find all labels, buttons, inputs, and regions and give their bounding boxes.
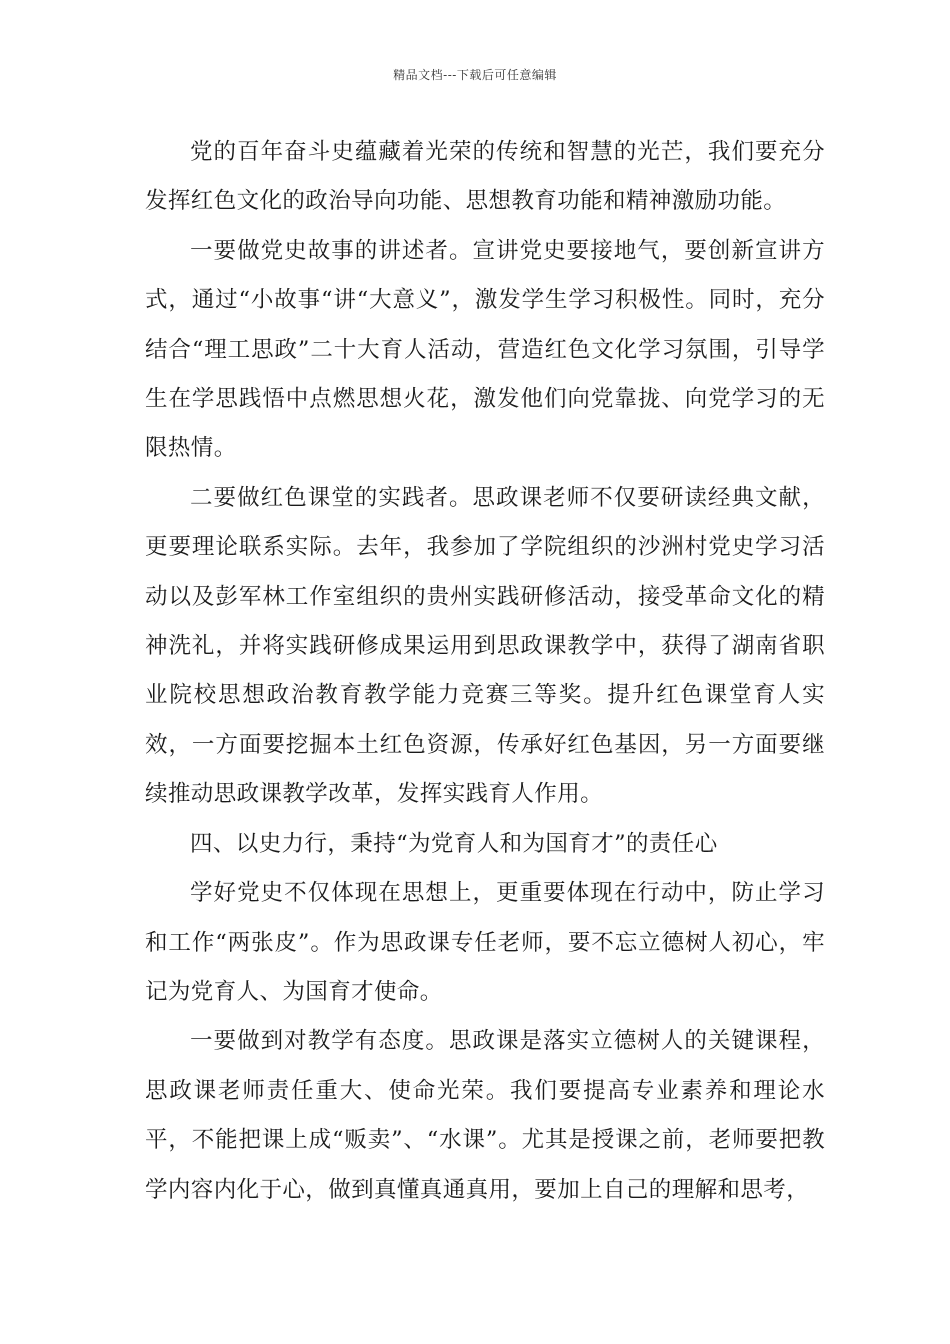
paragraph-party-history-storyteller: 一要做党史故事的讲述者。宣讲党史要接地气，要创新宣讲方式，通过“小故事“讲“大意义”，激发学生学习积极性。同时，充分结合“理工思政”二十大育人活动，营造红色文化学习氛围，引导学生在学思践悟中点燃思想火花，激发他们向党靠拢、向党学习的无限热情。 [145, 237, 825, 462]
paragraph-red-classroom-practitioner: 二要做红色课堂的实践者。思政课老师不仅要研读经典文献，更要理论联系实际。去年，我参加了学院组织的沙洲村党史学习活动以及彭军林工作室组织的贵州实践研修活动，接受革命文化的精神洗礼，并将实践研修成果运用到思政课教学中，获得了湖南省职业院校思想政治教育教学能力竞赛三等奖。提升红色课堂育人实效，一方面要挖掘本土红色资源，传承好红色基因，另一方面要继续推动思政课教学改革，发挥实践育人作用。 [145, 484, 825, 808]
paragraph-teaching-attitude: 一要做到对教学有态度。思政课是落实立德树人的关键课程，思政课老师责任重大、使命光荣。我们要提高专业素养和理论水平，不能把课上成“贩卖”、“水课”。尤其是授课之前，老师要把教学内容内化于心，做到真懂真通真用，要加上自己的理解和思考， [145, 1028, 825, 1203]
document-body [145, 128, 825, 1215]
paragraph-intro: 党的百年奋斗史蕴藏着光荣的传统和智慧的光芒，我们要充分发挥红色文化的政治导向功能、思想教育功能和精神激励功能。 [145, 139, 825, 215]
section-heading-four: 四、以史力行，秉持“为党育人和为国育才”的责任心 [190, 830, 718, 857]
paragraph-learn-party-history: 学好党史不仅体现在思想上，更重要体现在行动中，防止学习和工作“两张皮”。作为思政课专任老师，要不忘立德树人初心，牢记为党育人、为国育才使命。 [145, 880, 825, 1005]
page-header: 精品文档---下载后可任意编辑 [393, 68, 557, 82]
